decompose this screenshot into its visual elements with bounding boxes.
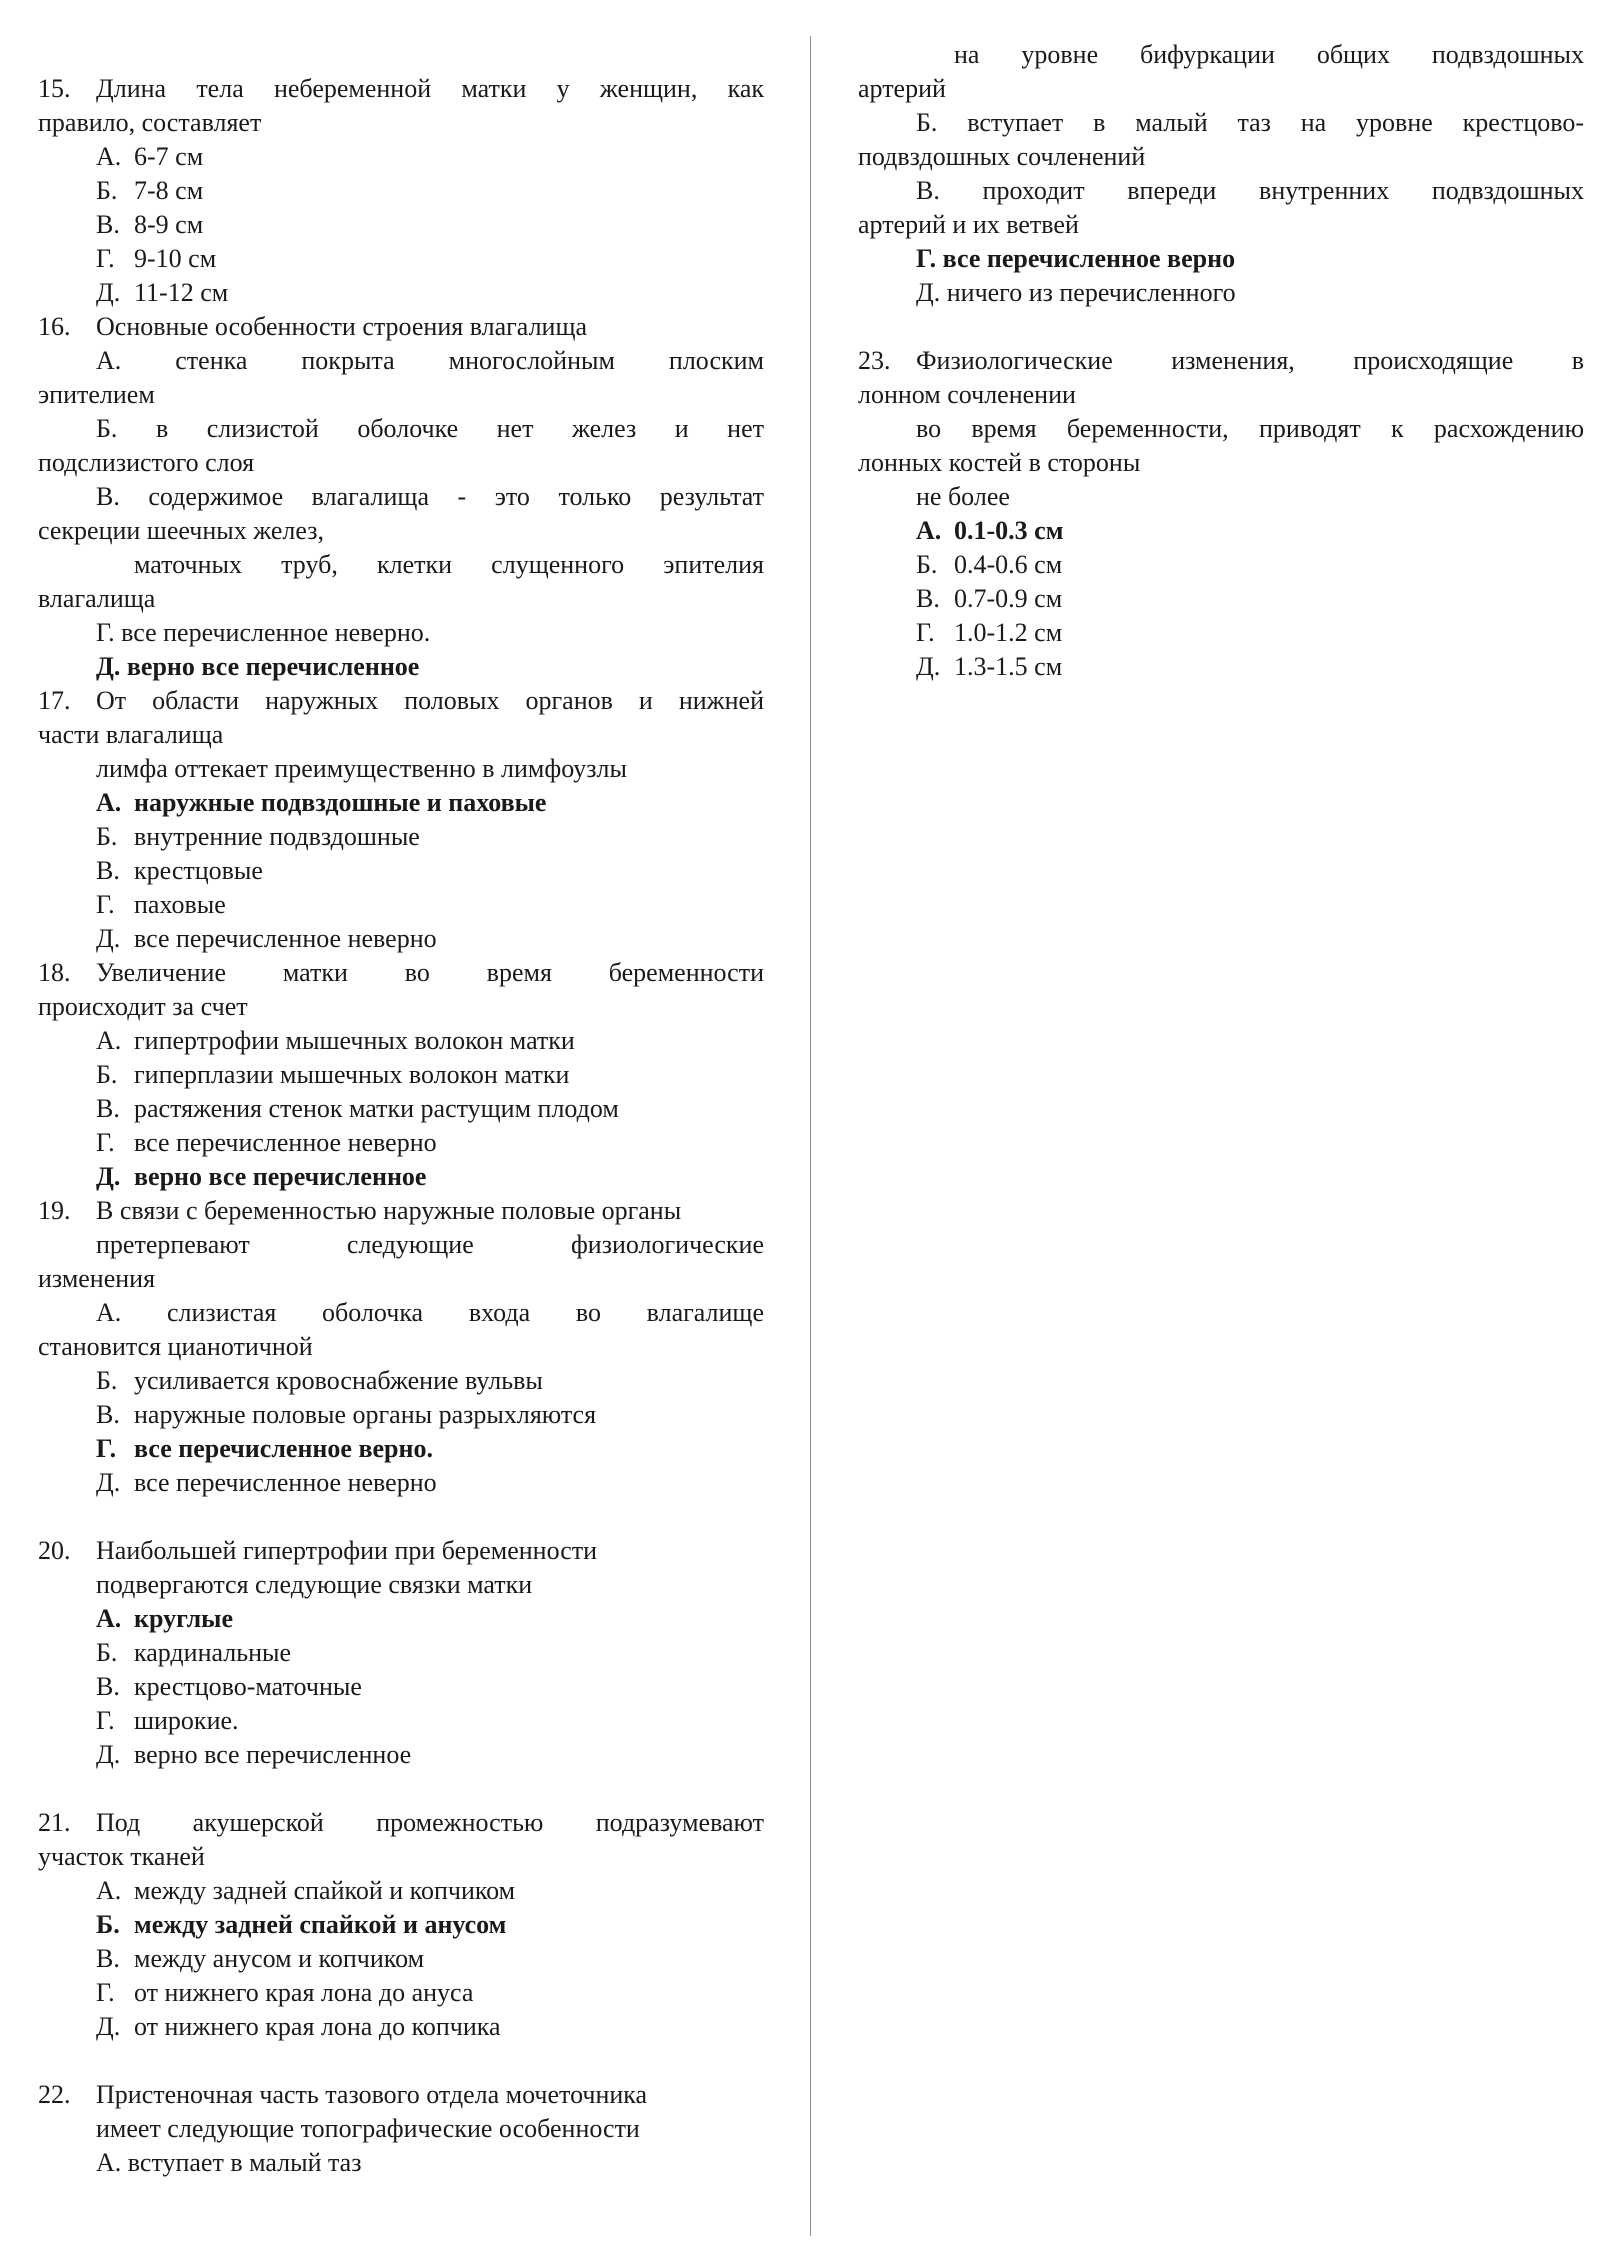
option-letter: Б. — [96, 822, 118, 851]
question-19-header — [38, 1194, 764, 1228]
option-letter: Г. — [96, 1434, 117, 1463]
option-letter: В. — [96, 1400, 120, 1429]
option-letter: Б. — [96, 1638, 118, 1667]
answer-option — [38, 2010, 764, 2044]
option-text: верно все перечисленное — [134, 1162, 427, 1191]
option-letter: Г. — [96, 1128, 115, 1157]
option-text: 1.3-1.5 см — [954, 652, 1063, 681]
question-21 — [38, 1806, 764, 2044]
option-b-line2: подвздошных сочленений — [858, 142, 1146, 171]
question-15-header — [38, 72, 764, 106]
question-text: Пристеночная часть тазового отдела мочеточника — [96, 2080, 648, 2109]
question-text-cont: лимфа оттекает преимущественно в лимфоузлы — [96, 754, 627, 783]
question-number: 23. — [858, 346, 891, 375]
option-a-line2: на уровне бифуркации общих подвздошных — [954, 40, 1584, 69]
option-a-line1: А. стенка покрыта многослойным плоским — [96, 346, 764, 375]
option-text: гиперплазии мышечных волокон матки — [134, 1060, 570, 1089]
option-a-line1: А. вступает в малый таз — [96, 2148, 362, 2177]
answer-option-correct — [38, 1602, 764, 1636]
option-letter: Д. — [96, 278, 121, 307]
option-text: наружные половые органы разрыхляются — [134, 1400, 597, 1429]
option-letter: Г. — [96, 244, 115, 273]
answer-option — [38, 1466, 764, 1500]
option-b-line2: подслизистого слоя — [38, 448, 255, 477]
question-17 — [38, 684, 764, 956]
option-letter: Г. — [96, 1706, 115, 1735]
option-text: крестцово-маточные — [134, 1672, 362, 1701]
question-22-continued — [858, 38, 1584, 310]
question-text-cont: не более — [916, 482, 1010, 511]
option-letter: Б. — [96, 1060, 118, 1089]
option-text: кардинальные — [134, 1638, 292, 1667]
option-d: Г. все перечисленное неверно. — [96, 618, 431, 647]
option-letter: А. — [96, 142, 122, 171]
answer-option — [858, 582, 1584, 616]
answer-option — [858, 548, 1584, 582]
spacer — [858, 310, 1584, 344]
answer-option — [38, 242, 764, 276]
question-text-cont: имеет следующие топографические особенности — [96, 2114, 640, 2143]
option-text: внутренние подвздошные — [134, 822, 420, 851]
option-b-line1: Б. вступает в малый таз на уровне крестцово- — [916, 108, 1584, 137]
question-21-header — [38, 1806, 764, 1840]
option-text: паховые — [134, 890, 226, 919]
question-number: 18. — [38, 958, 71, 987]
answer-option — [38, 1024, 764, 1058]
option-letter: В. — [96, 210, 120, 239]
answer-option — [38, 1398, 764, 1432]
question-18-header — [38, 956, 764, 990]
spacer — [38, 2044, 764, 2078]
option-text: все перечисленное верно. — [134, 1434, 433, 1463]
option-a-line2: становится цианотичной — [38, 1332, 313, 1361]
question-text-cont: правило, составляет — [38, 108, 262, 137]
option-c-line2: артерий и их ветвей — [858, 210, 1079, 239]
answer-option — [38, 1364, 764, 1398]
option-letter: Д. — [96, 1162, 121, 1191]
question-number: 15. — [38, 74, 71, 103]
question-text-cont: изменения — [38, 1264, 156, 1293]
option-letter: А. — [96, 1026, 122, 1055]
option-letter: А. — [96, 1876, 122, 1905]
option-text: крестцовые — [134, 856, 263, 885]
question-text: Длина тела небеременной матки у женщин, как — [96, 74, 764, 103]
option-c-line4: влагалища — [38, 584, 156, 613]
answer-option — [38, 1058, 764, 1092]
option-c-line2: секреции шеечных желез, — [38, 516, 324, 545]
answer-option — [38, 1738, 764, 1772]
option-letter: Г. — [916, 618, 935, 647]
answer-option — [38, 922, 764, 956]
answer-option — [38, 174, 764, 208]
question-16 — [38, 310, 764, 684]
spacer — [38, 1772, 764, 1806]
answer-option-correct — [38, 1432, 764, 1466]
question-number: 20. — [38, 1536, 71, 1565]
option-text: 1.0-1.2 см — [954, 618, 1063, 647]
left-column — [38, 72, 764, 2180]
option-letter: А. — [916, 516, 942, 545]
option-letter: Г. — [96, 1978, 115, 2007]
option-text: от нижнего края лона до ануса — [134, 1978, 474, 2007]
option-text: 9-10 см — [134, 244, 217, 273]
option-letter: В. — [916, 584, 940, 613]
answer-option — [38, 1976, 764, 2010]
answer-option — [38, 1092, 764, 1126]
answer-option — [38, 1874, 764, 1908]
answer-option-correct — [858, 514, 1584, 548]
option-letter: В. — [96, 1944, 120, 1973]
option-text: верно все перечисленное — [134, 1740, 412, 1769]
answer-option — [38, 208, 764, 242]
question-16-header — [38, 310, 764, 344]
answer-option — [38, 1942, 764, 1976]
option-text: 0.4-0.6 см — [954, 550, 1063, 579]
question-18 — [38, 956, 764, 1194]
option-letter: Б. — [96, 176, 118, 205]
answer-option — [38, 820, 764, 854]
answer-option-correct — [38, 1160, 764, 1194]
question-text-cont: происходит за счет — [38, 992, 248, 1021]
option-text: усиливается кровоснабжение вульвы — [134, 1366, 543, 1395]
option-text: 0.1-0.3 см — [954, 516, 1064, 545]
answer-option — [858, 616, 1584, 650]
question-number: 19. — [38, 1196, 71, 1225]
option-text: между задней спайкой и копчиком — [134, 1876, 516, 1905]
option-e-correct: Д. верно все перечисленное — [96, 652, 420, 681]
answer-option — [38, 1704, 764, 1738]
question-text: Физиологические изменения, происходящие в — [916, 346, 1584, 375]
option-letter: А. — [96, 1604, 122, 1633]
option-d-correct: Г. все перечисленное верно — [916, 244, 1236, 273]
option-a-line2: эпителием — [38, 380, 155, 409]
option-a-line3: артерий — [858, 74, 946, 103]
option-text: между анусом и копчиком — [134, 1944, 425, 1973]
option-letter: В. — [96, 1672, 120, 1701]
question-22 — [38, 2078, 764, 2180]
option-text: растяжения стенок матки растущим плодом — [134, 1094, 619, 1123]
question-text-cont: претерпевают следующие физиологические — [96, 1230, 764, 1259]
question-text-cont: части влагалища — [38, 720, 224, 749]
option-text: все перечисленное неверно — [134, 1468, 437, 1497]
question-text-cont: лонном сочленении — [858, 380, 1076, 409]
option-text: гипертрофии мышечных волокон матки — [134, 1026, 575, 1055]
option-text: все перечисленное неверно — [134, 924, 437, 953]
option-e: Д. ничего из перечисленного — [916, 278, 1236, 307]
question-text: От области наружных половых органов и нижней — [96, 686, 764, 715]
question-23-header — [858, 344, 1584, 378]
option-letter: Г. — [96, 890, 115, 919]
option-letter: В. — [96, 856, 120, 885]
option-letter: А. — [96, 788, 122, 817]
answer-option — [38, 140, 764, 174]
question-19 — [38, 1194, 764, 1500]
question-text-cont: лонных костей в стороны — [858, 448, 1141, 477]
question-text-cont: подвергаются следующие связки матки — [96, 1570, 533, 1599]
answer-option — [858, 650, 1584, 684]
option-b-line1: Б. в слизистой оболочке нет желез и нет — [96, 414, 764, 443]
question-text-cont: во время беременности, приводят к расхождению — [916, 414, 1584, 443]
option-text: 8-9 см — [134, 210, 204, 239]
answer-option — [38, 1636, 764, 1670]
option-c-line1: В. проходит впереди внутренних подвздошных — [916, 176, 1584, 205]
answer-option-correct — [38, 1908, 764, 1942]
question-text: Увеличение матки во время беременности — [96, 958, 764, 987]
question-text-cont: участок тканей — [38, 1842, 205, 1871]
question-20-header — [38, 1534, 764, 1568]
option-text: круглые — [134, 1604, 234, 1633]
question-number: 22. — [38, 2080, 71, 2109]
option-text: между задней спайкой и анусом — [134, 1910, 507, 1939]
question-text: Под акушерской промежностью подразумевают — [96, 1808, 764, 1837]
answer-option — [38, 888, 764, 922]
question-text: Наибольшей гипертрофии при беременности — [96, 1536, 598, 1565]
option-letter: Б. — [96, 1366, 118, 1395]
option-c-line1: В. содержимое влагалища - это только результат — [96, 482, 764, 511]
question-text: В связи с беременностью наружные половые органы — [96, 1196, 682, 1225]
option-letter: Б. — [916, 550, 938, 579]
option-letter: Д. — [96, 924, 121, 953]
question-23 — [858, 344, 1584, 684]
question-17-header — [38, 684, 764, 718]
option-letter: Д. — [96, 2012, 121, 2041]
option-a-line1: А. слизистая оболочка входа во влагалище — [96, 1298, 764, 1327]
question-number: 16. — [38, 312, 71, 341]
option-text: 0.7-0.9 см — [954, 584, 1063, 613]
answer-option — [38, 854, 764, 888]
option-text: 7-8 см — [134, 176, 204, 205]
option-text: все перечисленное неверно — [134, 1128, 437, 1157]
answer-option — [38, 276, 764, 310]
option-text: от нижнего края лона до копчика — [134, 2012, 501, 2041]
question-text: Основные особенности строения влагалища — [96, 312, 588, 341]
option-letter: Д. — [916, 652, 941, 681]
option-letter: Б. — [96, 1910, 120, 1939]
question-15 — [38, 72, 764, 310]
option-text: 6-7 см — [134, 142, 204, 171]
option-letter: В. — [96, 1094, 120, 1123]
option-letter: Д. — [96, 1740, 121, 1769]
option-text: 11-12 см — [134, 278, 229, 307]
answer-option-correct — [38, 786, 764, 820]
option-text: широкие. — [134, 1706, 239, 1735]
column-divider — [810, 36, 811, 2236]
option-letter: Д. — [96, 1468, 121, 1497]
right-column — [858, 38, 1584, 684]
question-22-header — [38, 2078, 764, 2112]
question-number: 17. — [38, 686, 71, 715]
answer-option — [38, 1126, 764, 1160]
spacer — [38, 1500, 764, 1534]
question-20 — [38, 1534, 764, 1772]
answer-option — [38, 1670, 764, 1704]
question-number: 21. — [38, 1808, 71, 1837]
option-text: наружные подвздошные и паховые — [134, 788, 547, 817]
option-c-line3: маточных труб, клетки слущенного эпителия — [134, 550, 764, 579]
